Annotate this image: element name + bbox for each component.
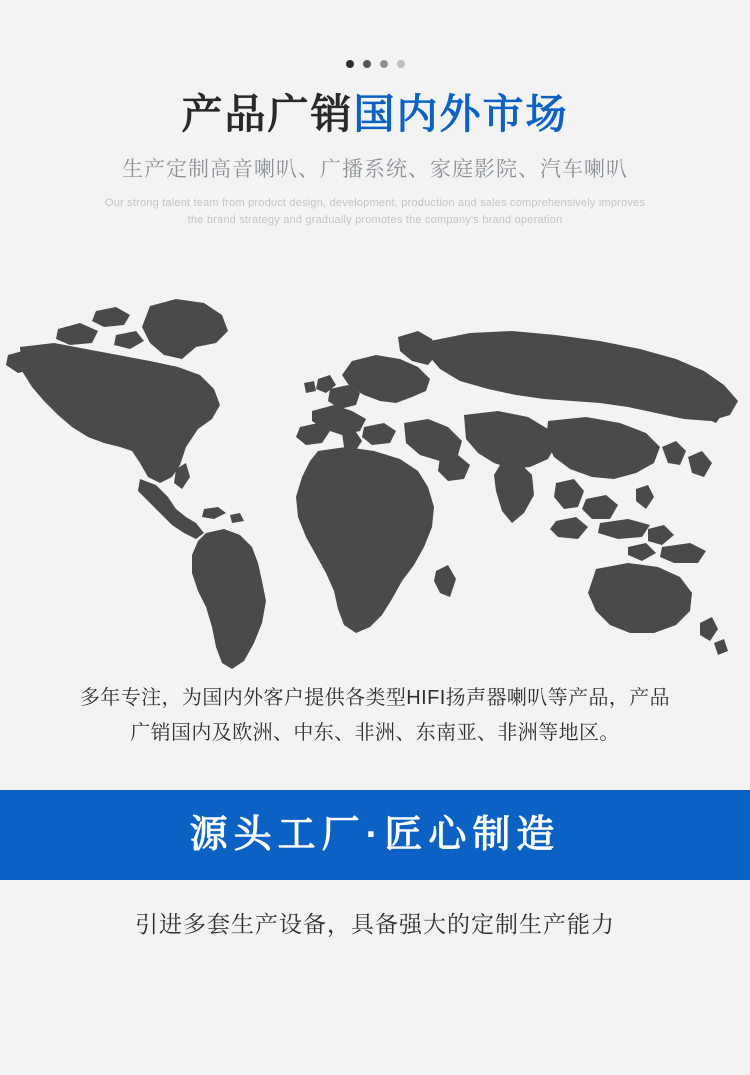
banner-subtitle: 引进多套生产设备，具备强大的定制生产能力 xyxy=(135,910,615,937)
description-line-2: 广销国内及欧洲、中东、非洲、东南亚、非洲等地区。 xyxy=(130,721,620,744)
blue-banner xyxy=(0,790,750,880)
english-line-1: Our strong talent team from product design, development, production and sales comprehensively improves xyxy=(104,197,646,210)
world-map xyxy=(0,251,750,671)
page-title xyxy=(0,92,750,137)
description-paragraph xyxy=(25,681,725,750)
description-line-1: 多年专注，为国内外客户提供各类型HIFI扬声器喇叭等产品，产品 xyxy=(79,687,671,710)
dot-icon-3 xyxy=(380,60,388,68)
dot-icon-2 xyxy=(363,60,371,68)
hero-section xyxy=(0,0,750,229)
english-line-2: the brand strategy and gradually promotes the company's brand operation xyxy=(187,214,563,227)
dot-icon-4 xyxy=(397,60,405,68)
banner-title: 源头工厂·匠心制造 xyxy=(189,813,561,856)
subheadline: 生产定制高音喇叭、广播系统、家庭影院、汽车喇叭 xyxy=(122,158,628,182)
headline-accent: 国内外市场 xyxy=(353,91,569,137)
dot-icon-1 xyxy=(346,60,354,68)
world-map-landmasses xyxy=(6,299,738,669)
english-description xyxy=(85,195,665,229)
decorative-dots xyxy=(0,58,750,70)
headline-main: 产品广销 xyxy=(181,91,354,137)
